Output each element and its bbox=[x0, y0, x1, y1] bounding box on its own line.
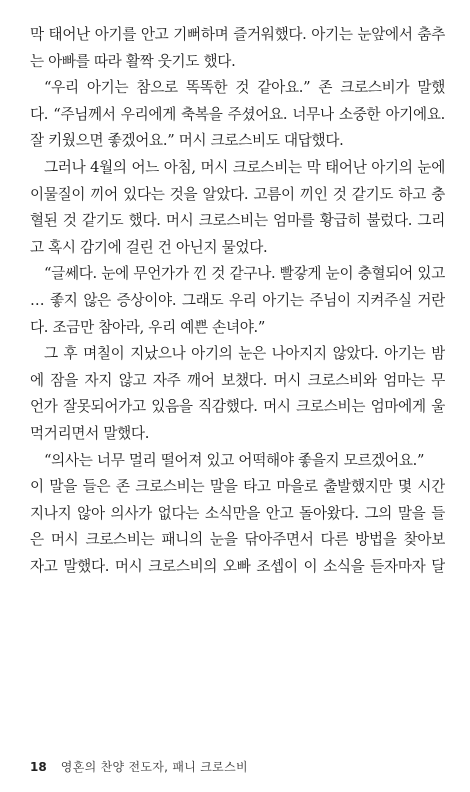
text-line: 이물질이 끼어 있다는 것을 알았다. 고름이 끼인 것 같기도 하고 충 bbox=[30, 185, 445, 203]
text-line: 자고 말했다. 머시 크로스비의 오빠 조셉이 이 소식을 듣자마자 달 bbox=[30, 557, 445, 575]
text-line: … 좋지 않은 증상이야. 그래도 우리 아기는 주님이 지켜주실 거란 bbox=[30, 291, 445, 309]
text-line: 그 후 며칠이 지났으나 아기의 눈은 나아지지 않았다. 아기는 밤 bbox=[44, 345, 445, 363]
text-line: “글쎄다. 눈에 무언가가 낀 것 같구나. 빨갛게 눈이 충혈되어 있고 bbox=[44, 265, 445, 283]
text-line: 은 머시 크로스비는 패니의 눈을 닦아주면서 다른 방법을 찾아보 bbox=[30, 531, 445, 549]
text-line: 이 말을 들은 존 크로스비는 말을 타고 마을로 출발했지만 몇 시간 bbox=[30, 478, 445, 496]
text-line: 지나지 않아 의사가 없다는 소식만을 안고 돌아왔다. 그의 말을 들 bbox=[30, 504, 445, 522]
text-line: 고 혹시 감기에 걸린 건 아닌지 물었다. bbox=[30, 238, 268, 256]
text-line: 잘 키웠으면 좋겠어요.” 머시 크로스비도 대답했다. bbox=[30, 132, 344, 150]
text-line: 막 태어난 아기를 안고 기뻐하며 즐거워했다. 아기는 눈앞에서 춤추 bbox=[30, 26, 445, 43]
text-line: 먹거리면서 말했다. bbox=[30, 424, 150, 442]
body-text bbox=[30, 22, 445, 580]
page-number: 18 bbox=[30, 760, 47, 774]
text-line: 는 아빠를 따라 활짝 웃기도 했다. bbox=[30, 52, 236, 70]
text-line: 혈된 것 같기도 했다. 머시 크로스비는 엄마를 황급히 불렀다. 그리 bbox=[30, 212, 445, 230]
text-line: 다. 조금만 참아라, 우리 예쁜 손녀야.” bbox=[30, 318, 266, 336]
text-line: 언가 잘못되어가고 있음을 직감했다. 머시 크로스비는 엄마에게 울 bbox=[30, 398, 445, 416]
running-title: 영혼의 찬양 전도자, 패니 크로스비 bbox=[60, 760, 248, 774]
text-line: 다. “주님께서 우리에게 축복을 주셨어요. 너무나 소중한 아기에요. bbox=[30, 105, 445, 123]
text-line: 에 잠을 자지 않고 자주 깨어 보챘다. 머시 크로스비와 엄마는 무 bbox=[30, 371, 445, 389]
page-footer bbox=[30, 756, 248, 776]
text-line: “의사는 너무 멀리 떨어져 있고 어떡해야 좋을지 모르겠어요.” bbox=[44, 451, 425, 469]
text-line: 그러나 4월의 어느 아침, 머시 크로스비는 막 태어난 아기의 눈에 bbox=[44, 158, 445, 176]
text-line: “우리 아기는 참으로 똑똑한 것 같아요.” 존 크로스비가 말했 bbox=[44, 79, 445, 97]
